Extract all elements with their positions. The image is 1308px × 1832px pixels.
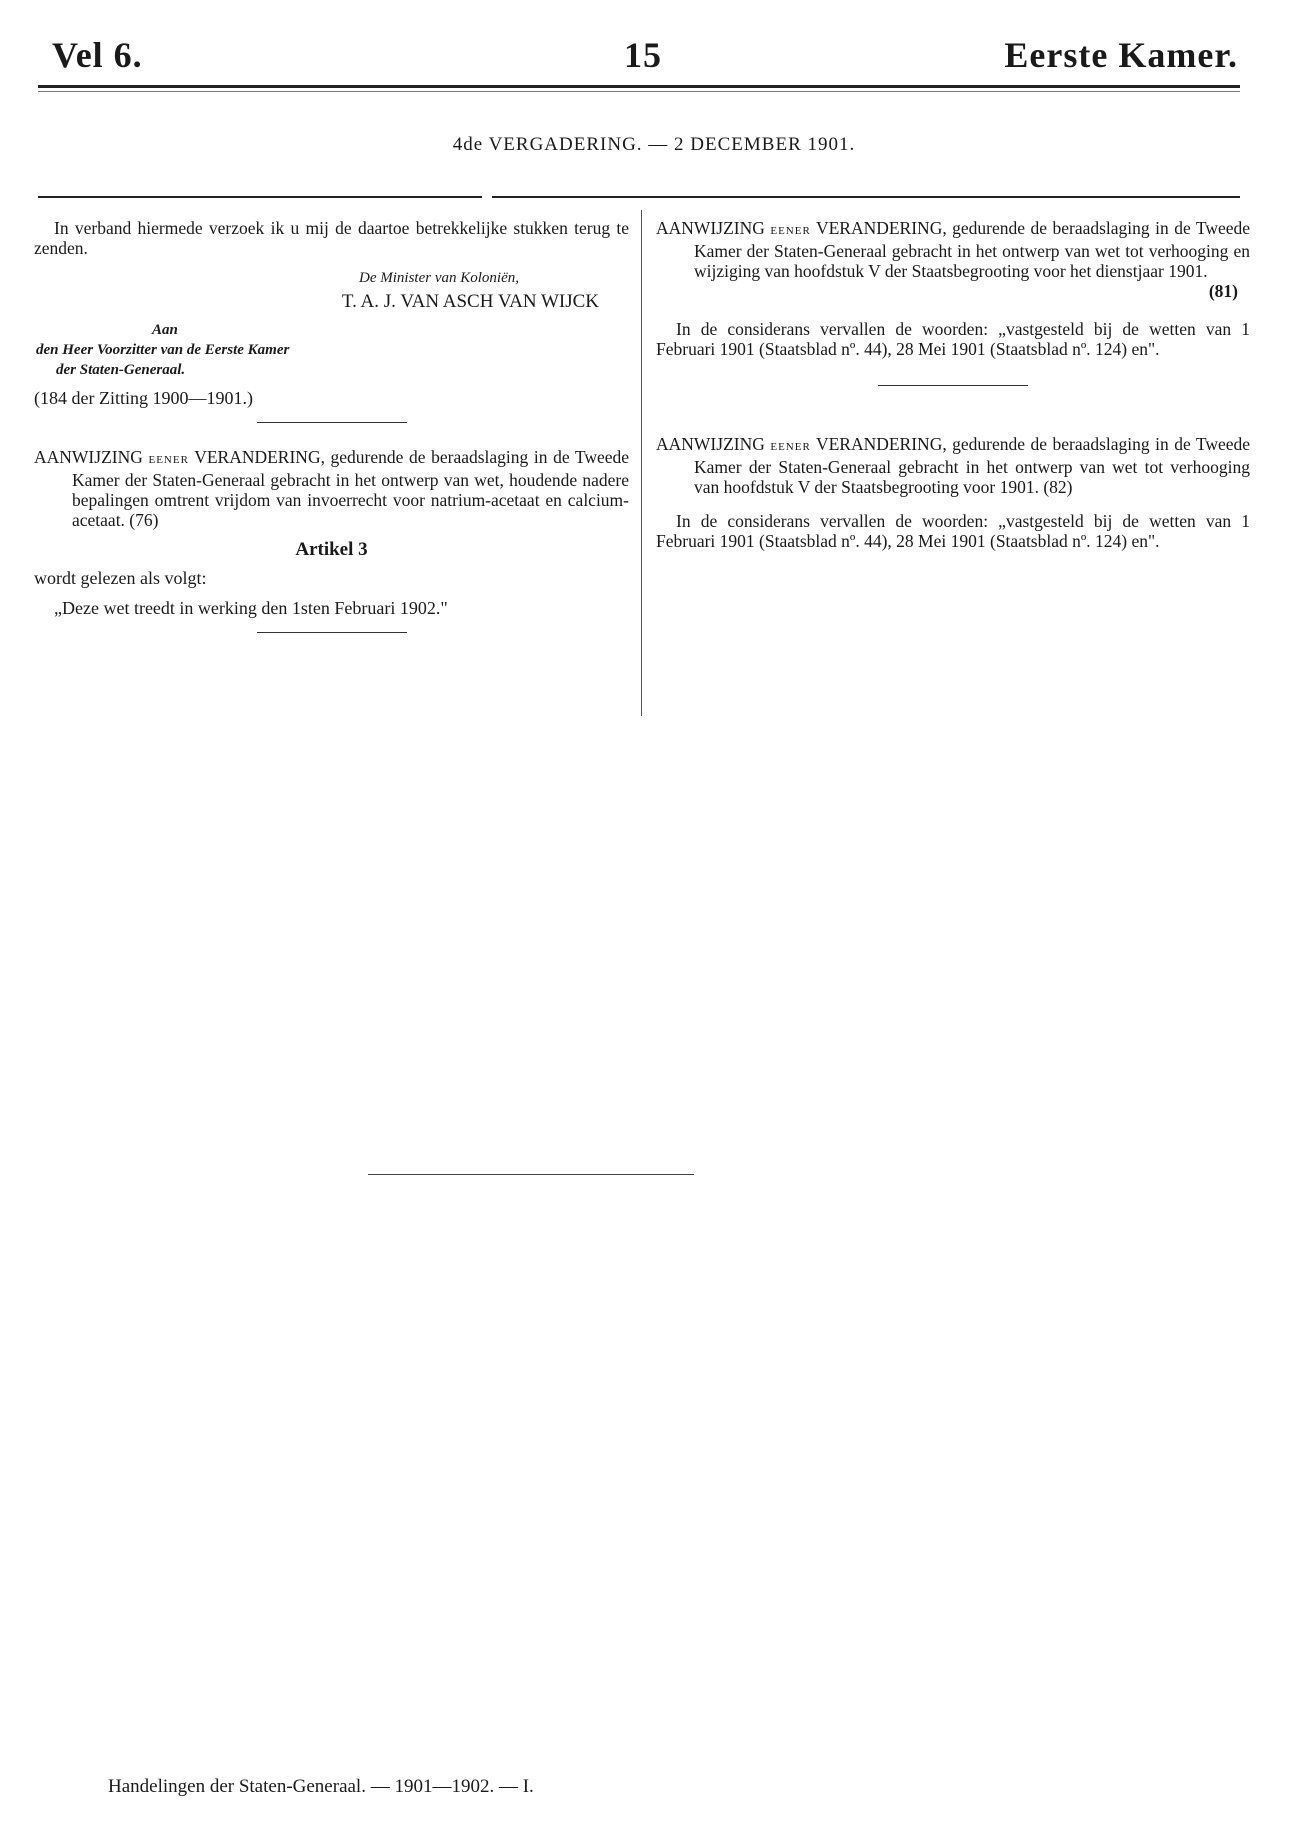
- running-head-volume: Vel 6.: [52, 35, 143, 75]
- column-rule-right: [492, 196, 1240, 198]
- section-divider-right: [878, 385, 1028, 386]
- amendment-block-76: [34, 447, 629, 530]
- amendment-lead: AANWIJZING: [656, 218, 765, 238]
- running-head-chamber: Eerste Kamer.: [1004, 35, 1238, 75]
- amendment-smallcaps: EENER: [148, 454, 189, 466]
- amendment-smallcaps: EENER: [770, 441, 811, 453]
- page-number: 15: [624, 35, 662, 75]
- amendment-body: VERANDERING, gedurende de beraadslaging in de Tweede Kamer der Staten-Generaal gebracht in het ontwerp van wet, houdende nadere bepalingen omtrent vrijdom van invoerrecht voor natrium-acetaat en calcium-acetaat. (76): [72, 447, 630, 530]
- amendment-block-81: [656, 218, 1250, 281]
- lower-rule: [368, 1174, 694, 1175]
- intro-paragraph: In verband hiermede verzoek ik u mij de daartoe betrekkelijke stukken terug te zenden.: [34, 218, 629, 258]
- left-column: [34, 218, 629, 633]
- amendment-body: VERANDERING, gedurende de beraadslaging in de Tweede Kamer der Staten-Generaal gebracht in het ontwerp van wet tot verhooging van hoofdstuk V der Staatsbegrooting voor 1901. (82): [694, 434, 1251, 497]
- addressee-line-1: den Heer Voorzitter van de Eerste Kamer: [36, 342, 290, 358]
- addressee-line-2: der Staten-Generaal.: [56, 362, 186, 378]
- right-column: [656, 218, 1250, 551]
- column-rule-left: [38, 196, 482, 198]
- section-divider-2: [257, 632, 407, 633]
- considerans-text-81: In de considerans vervallen de woorden: „vastgesteld bij de wetten van 1 Februari 1901 (Staatsblad nº. 44), 28 Mei 1901 (Staatsblad nº. 124) en".: [656, 319, 1250, 359]
- article-heading: Artikel 3: [295, 539, 368, 560]
- section-divider: [257, 422, 407, 423]
- amendment-body: VERANDERING, gedurende de beraadslaging in de Tweede Kamer der Staten-Generaal gebracht in het ontwerp van wet tot verhooging en wijziging van hoofdstuk V der Staatsbegrooting voor het dienstjaar 1901.: [694, 218, 1251, 281]
- meeting-line: 4de VERGADERING. — 2 DECEMBER 1901.: [452, 134, 856, 155]
- footer-text: Handelingen der Staten-Generaal. — 1901—1902. — I.: [108, 1776, 534, 1797]
- amendment-number: (81): [1208, 281, 1238, 301]
- article-intro: wordt gelezen als volgt:: [34, 568, 207, 588]
- signature-title: De Minister van Koloniën,: [359, 270, 519, 286]
- amendment-lead: AANWIJZING: [34, 447, 143, 467]
- sitting-reference: (184 der Zitting 1900—1901.): [34, 388, 253, 408]
- article-text: „Deze wet treedt in werking den 1sten Februari 1902.": [54, 598, 448, 618]
- considerans-text-82: In de considerans vervallen de woorden: „vastgesteld bij de wetten van 1 Februari 1901 (Staatsblad nº. 44), 28 Mei 1901 (Staatsblad nº. 124) en".: [656, 511, 1250, 551]
- amendment-smallcaps: EENER: [770, 225, 811, 237]
- amendment-lead: AANWIJZING: [656, 434, 765, 454]
- amendment-block-82: [656, 434, 1250, 497]
- header-rule-thin: [38, 91, 1240, 92]
- addressee-aan: Aan: [152, 322, 178, 338]
- header-rule: [38, 85, 1240, 88]
- column-divider: [641, 210, 642, 716]
- signature-name: T. A. J. VAN ASCH VAN WIJCK: [341, 291, 599, 312]
